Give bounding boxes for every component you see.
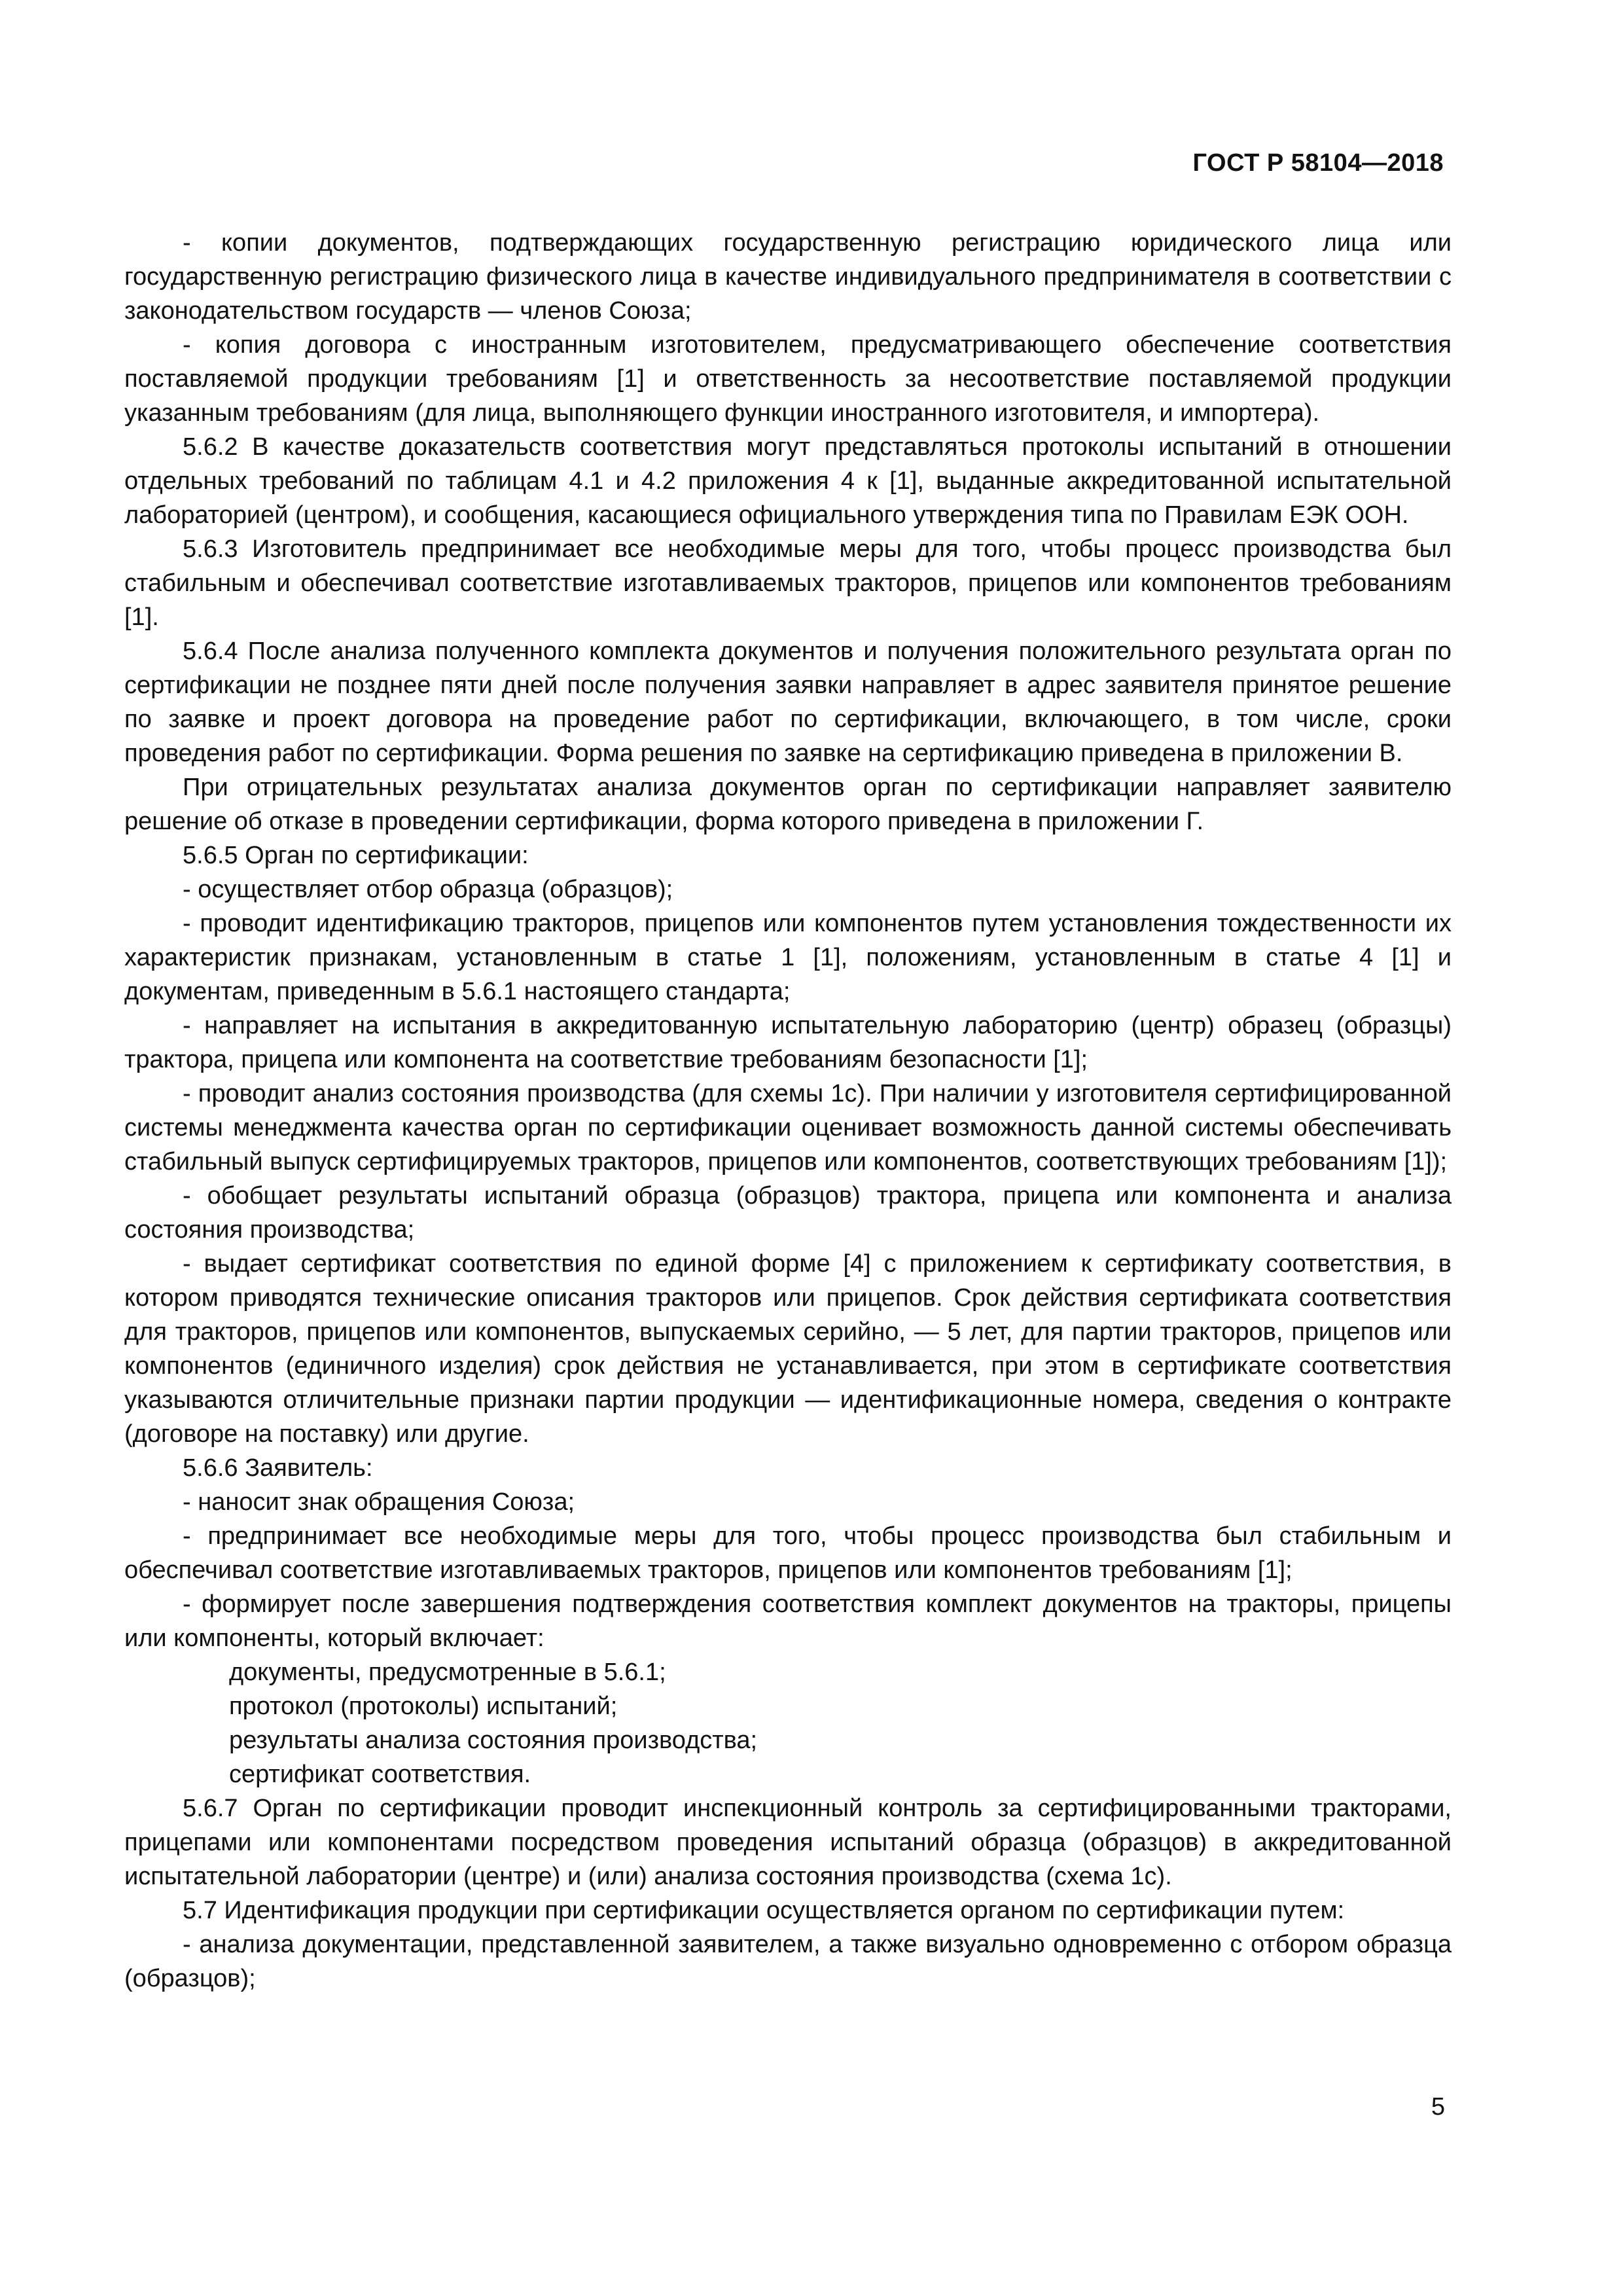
paragraph: - направляет на испытания в аккредитованную испытательную лабораторию (центр) образец (образцы) трактора, прицепа или компонента на соответствие требованиям безопасности [1]; [124,1012,1452,1073]
paragraph: 5.6.3 Изготовитель предпринимает все необходимые меры для того, чтобы процесс производства был стабильным и обеспечивал соответствие изготавливаемых тракторов, прицепов или компонентов требованиям [1]. [124,535,1452,631]
paragraph: 5.6.4 После анализа полученного комплекта документов и получения положительного результата орган по сертификации не позднее пяти дней после получения заявки направляет в адрес заявителя принятое решение по заявке и проект договора на проведение работ по сертификации, включающего, в том числе, сроки проведения работ по сертификации. Форма решения по заявке на сертификацию приведена в приложении В. [124,637,1452,767]
paragraph: - проводит идентификацию тракторов, прицепов или компонентов путем установления тождественности их характеристик признакам, установленным в статье 1 [1], положениям, установленным в статье 4 [1] и документам, приведенным в 5.6.1 настоящего стандарта; [124,910,1452,1005]
paragraph: - выдает сертификат соответствия по единой форме [4] с приложением к сертификату соответствия, в котором приводятся технические описания тракторов или прицепов. Срок действия сертификата соответствия для тракторов, прицепов или компонентов, выпускаемых серийно, — 5 лет, для партии тракторов, прицепов или компонентов (единичного изделия) срок действия не устанавливается, при этом в сертификате соответствия указываются отличительные признаки партии продукции — идентификационные номера, сведения о контракте (договоре на поставку) или другие. [124,1250,1452,1448]
paragraph: - анализа документации, представленной заявителем, а также визуально одновременно с отбором образца (образцов); [124,1931,1452,1992]
page-number: 5 [1431,2093,1445,2121]
document-body [124,226,1452,1996]
document-list-item: документы, предусмотренные в 5.6.1; [229,1659,666,1686]
paragraph: 5.7 Идентификация продукции при сертификации осуществляется органом по сертификации путем: [183,1897,1345,1924]
standard-code-header: ГОСТ Р 58104—2018 [1192,149,1444,177]
paragraph: 5.6.2 В качестве доказательств соответствия могут представляться протоколы испытаний в отношении отдельных требований по таблицам 4.1 и 4.2 приложения 4 к [1], выданные аккредитованной испытательной лабораторией (центром), и сообщения, касающиеся официального утверждения типа по Правилам ЕЭК ООН. [124,433,1452,529]
paragraph: - проводит анализ состояния производства (для схемы 1с). При наличии у изготовителя сертифицированной системы менеджмента качества орган по сертификации оценивает возможность данной системы обеспечивать стабильный выпуск сертифицируемых тракторов, прицепов или компонентов, соответствующих требованиям [1]); [124,1080,1452,1175]
paragraph: - предпринимает все необходимые меры для того, чтобы процесс производства был стабильным и обеспечивал соответствие изготавливаемых тракторов, прицепов или компонентов требованиям [1]; [124,1522,1452,1584]
paragraph: - копия договора с иностранным изготовителем, предусматривающего обеспечение соответствия поставляемой продукции требованиям [1] и ответственность за несоответствие поставляемой продукции указанным требованиям (для лица, выполняющего функции иностранного изготовителя, и импортера). [124,331,1452,427]
paragraph: 5.6.7 Орган по сертификации проводит инспекционный контроль за сертифицированными тракторами, прицепами или компонентами посредством проведения испытаний образца (образцов) в аккредитованной испытательной лаборатории (центре) и (или) анализа состояния производства (схема 1с). [124,1795,1452,1890]
document-list-item: сертификат соответствия. [229,1761,531,1788]
paragraph: - формирует после завершения подтверждения соответствия комплект документов на тракторы, прицепы или компоненты, который включает: [124,1590,1452,1652]
paragraph: 5.6.6 Заявитель: [183,1454,373,1482]
paragraph: - наносит знак обращения Союза; [183,1488,575,1516]
paragraph: - осуществляет отбор образца (образцов); [183,876,673,903]
paragraph: 5.6.5 Орган по сертификации: [183,842,529,869]
paragraph: - копии документов, подтверждающих государственную регистрацию юридического лица или государственную регистрацию физического лица в качестве индивидуального предпринимателя в соответствии с законодательством государств — членов Союза; [124,229,1452,325]
paragraph: При отрицательных результатах анализа документов орган по сертификации направляет заявителю решение об отказе в проведении сертификации, форма которого приведена в приложении Г. [124,774,1452,835]
paragraph: - обобщает результаты испытаний образца (образцов) трактора, прицепа или компонента и анализа состояния производства; [124,1182,1452,1244]
document-list-item: результаты анализа состояния производства; [229,1727,758,1754]
document-list-item: протокол (протоколы) испытаний; [229,1693,618,1720]
